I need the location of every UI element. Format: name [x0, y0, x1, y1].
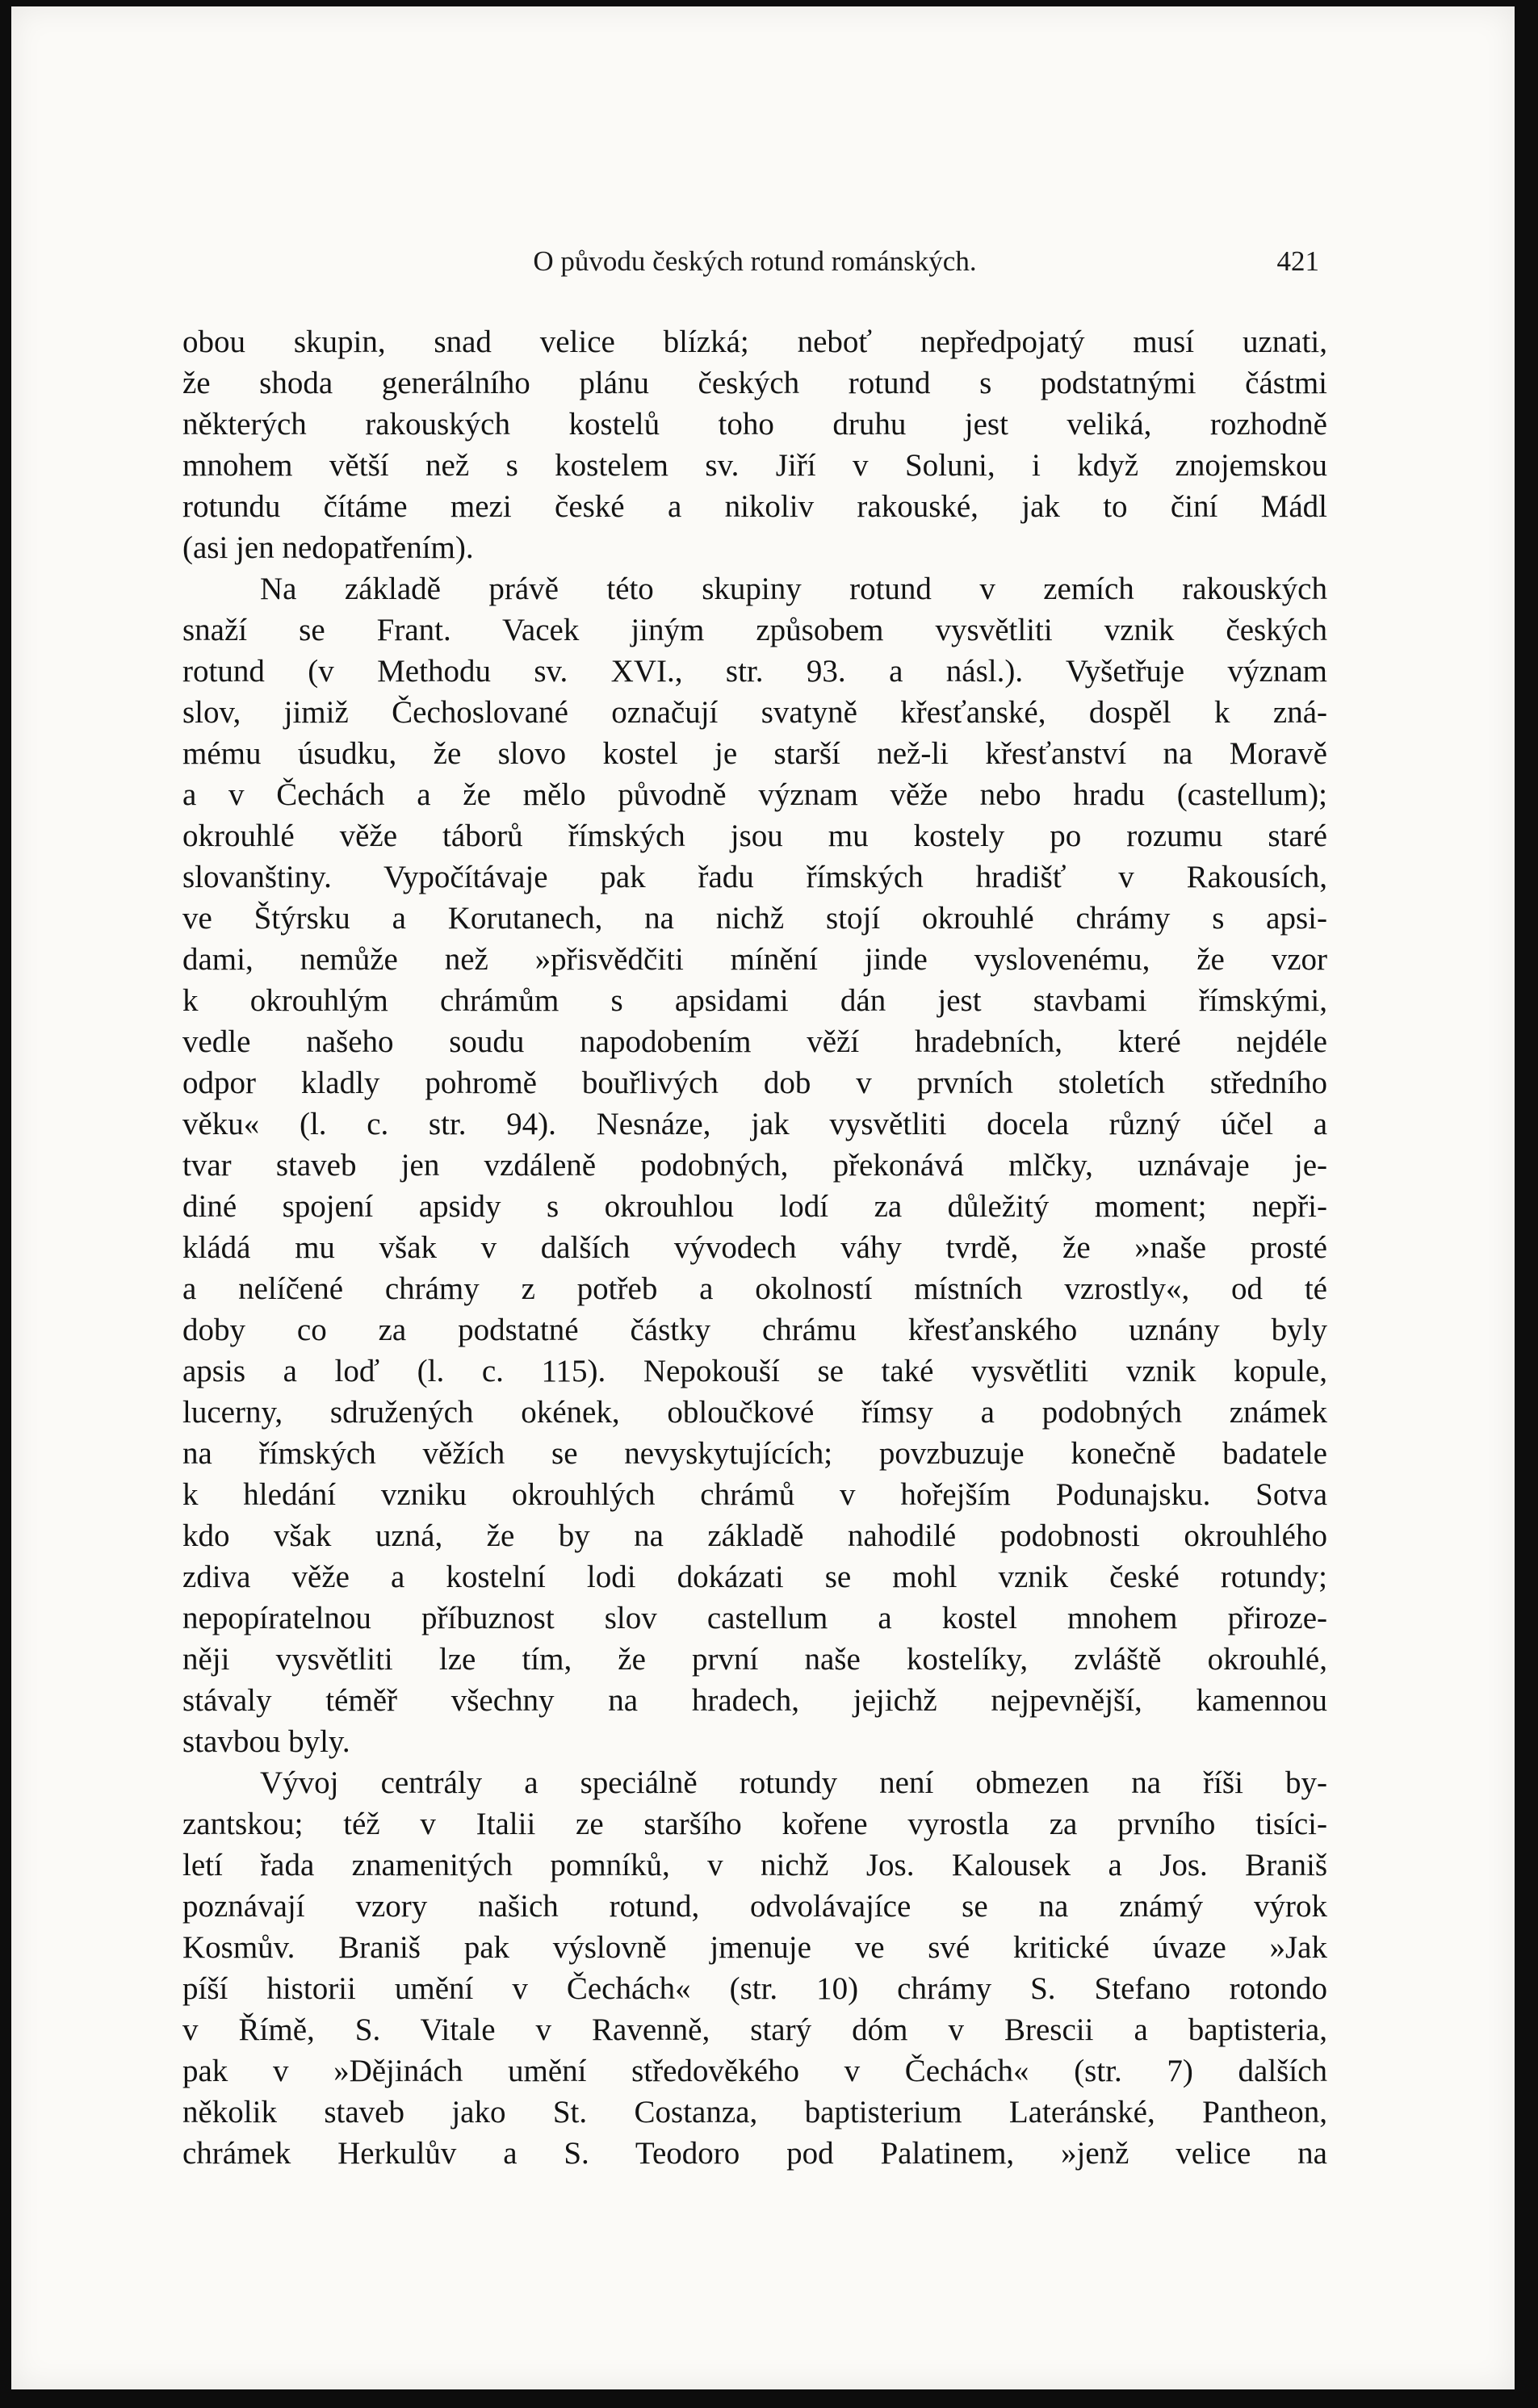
- text-line: letí řada znamenitých pomníků, v nichž Jos. Kalousek a Jos. Braniš: [182, 1848, 1327, 1882]
- text-line: diné spojení apsidy s okrouhlou lodí za důležitý moment; nepři-: [182, 1189, 1327, 1224]
- text-line: odpor kladly pohromě bouřlivých dob v prvních stoletích středního: [182, 1066, 1327, 1100]
- text-line: ve Štýrsku a Korutanech, na nichž stojí okrouhlé chrámy s apsi-: [182, 901, 1327, 936]
- text-line: několik staveb jako St. Costanza, baptisterium Lateránské, Pantheon,: [182, 2095, 1327, 2130]
- text-line: stávaly téměř všechny na hradech, jejichž nejpevnější, kamennou: [182, 1683, 1327, 1718]
- text-line: vedle našeho soudu napodobením věží hradebních, které nejdéle: [182, 1024, 1327, 1059]
- text-line: k hledání vzniku okrouhlých chrámů v hořejším Podunajsku. Sotva: [182, 1477, 1327, 1512]
- book-page: [11, 6, 1515, 2389]
- text-line: chrámek Herkulův a S. Teodoro pod Palatinem, »jenž velice na: [182, 2136, 1327, 2171]
- text-line: k okrouhlým chrámům s apsidami dán jest stavbami římskými,: [182, 983, 1327, 1018]
- text-line: něji vysvětliti lze tím, že první naše kostelíky, zvláště okrouhlé,: [182, 1642, 1327, 1677]
- text-line: mnohem větší než s kostelem sv. Jiří v Soluni, i když znojemskou: [182, 448, 1327, 483]
- text-line: v Římě, S. Vitale v Ravenně, starý dóm v Brescii a baptisteria,: [182, 2012, 1327, 2047]
- text-line: stavbou byly.: [182, 1724, 350, 1759]
- text-line: doby co za podstatné částky chrámu křesťanského uznány byly: [182, 1313, 1327, 1347]
- text-line: Kosmův. Braniš pak výslovně jmenuje ve své kritické úvaze »Jak: [182, 1930, 1327, 1965]
- text-line: dami, nemůže než »přisvědčiti mínění jinde vyslovenému, že vzor: [182, 942, 1327, 977]
- text-line: apsis a loď (l. c. 115). Nepokouší se také vysvětliti vznik kopule,: [182, 1354, 1327, 1388]
- text-line: že shoda generálního plánu českých rotund s podstatnými částmi: [182, 366, 1327, 400]
- text-line: rotundu čítáme mezi české a nikoliv rakouské, jak to činí Mádl: [182, 489, 1327, 524]
- text-line: slovanštiny. Vypočítávaje pak řadu římských hradišť v Rakousích,: [182, 860, 1327, 894]
- text-line: zantskou; též v Italii ze staršího kořene vyrostla za prvního tisíci-: [182, 1807, 1327, 1841]
- page-header: [182, 245, 1327, 286]
- text-line: kládá mu však v dalších vývodech váhy tvrdě, že »naše prosté: [182, 1230, 1327, 1265]
- text-line: mému úsudku, že slovo kostel je starší než-li křesťanství na Moravě: [182, 736, 1327, 771]
- text-line: tvar staveb jen vzdáleně podobných, překonává mlčky, uznávaje je-: [182, 1148, 1327, 1183]
- text-line: slov, jimiž Čechoslované označují svatyně křesťanské, dospěl k zná-: [182, 695, 1327, 730]
- text-line: (asi jen nedopatřením).: [182, 530, 474, 565]
- text-line: zdiva věže a kostelní lodi dokázati se mohl vznik české rotundy;: [182, 1560, 1327, 1594]
- paragraph: [182, 1762, 1327, 2174]
- text-line: rotund (v Methodu sv. XVI., str. 93. a násl.). Vyšetřuje význam: [182, 654, 1327, 689]
- running-title: O původu českých rotund románských.: [533, 245, 977, 277]
- body-text: [182, 321, 1327, 2174]
- text-line: nepopíratelnou příbuznost slov castellum a kostel mnohem přiroze-: [182, 1601, 1327, 1635]
- text-line: na římských věžích se nevyskytujících; povzbuzuje konečně badatele: [182, 1436, 1327, 1471]
- text-line: poznávají vzory našich rotund, odvolávajíce se na známý výrok: [182, 1889, 1327, 1924]
- text-line: věku« (l. c. str. 94). Nesnáze, jak vysvětliti docela různý účel a: [182, 1107, 1327, 1141]
- text-line: lucerny, sdružených okének, obloučkové římsy a podobných známek: [182, 1395, 1327, 1430]
- text-line: obou skupin, snad velice blízká; neboť nepředpojatý musí uznati,: [182, 325, 1327, 359]
- text-line: některých rakouských kostelů toho druhu jest veliká, rozhodně: [182, 407, 1327, 442]
- page-number: 421: [1276, 245, 1319, 277]
- text-line: Vývoj centrály a speciálně rotundy není obmezen na říši by-: [260, 1765, 1327, 1800]
- text-line: okrouhlé věže táborů římských jsou mu kostely po rozumu staré: [182, 819, 1327, 853]
- text-line: Na základě právě této skupiny rotund v zemích rakouských: [260, 572, 1327, 606]
- text-line: kdo však uzná, že by na základě nahodilé podobnosti okrouhlého: [182, 1518, 1327, 1553]
- text-line: a nelíčené chrámy z potřeb a okolností místních vzrostly«, od té: [182, 1271, 1327, 1306]
- text-line: pak v »Dějinách umění středověkého v Čechách« (str. 7) dalších: [182, 2054, 1327, 2088]
- text-line: a v Čechách a že mělo původně význam věže nebo hradu (castellum);: [182, 777, 1327, 812]
- text-line: píší historii umění v Čechách« (str. 10) chrámy S. Stefano rotondo: [182, 1971, 1327, 2006]
- paragraph: [182, 568, 1327, 1762]
- paragraph: [182, 321, 1327, 568]
- text-line: snaží se Frant. Vacek jiným způsobem vysvětliti vznik českých: [182, 613, 1327, 647]
